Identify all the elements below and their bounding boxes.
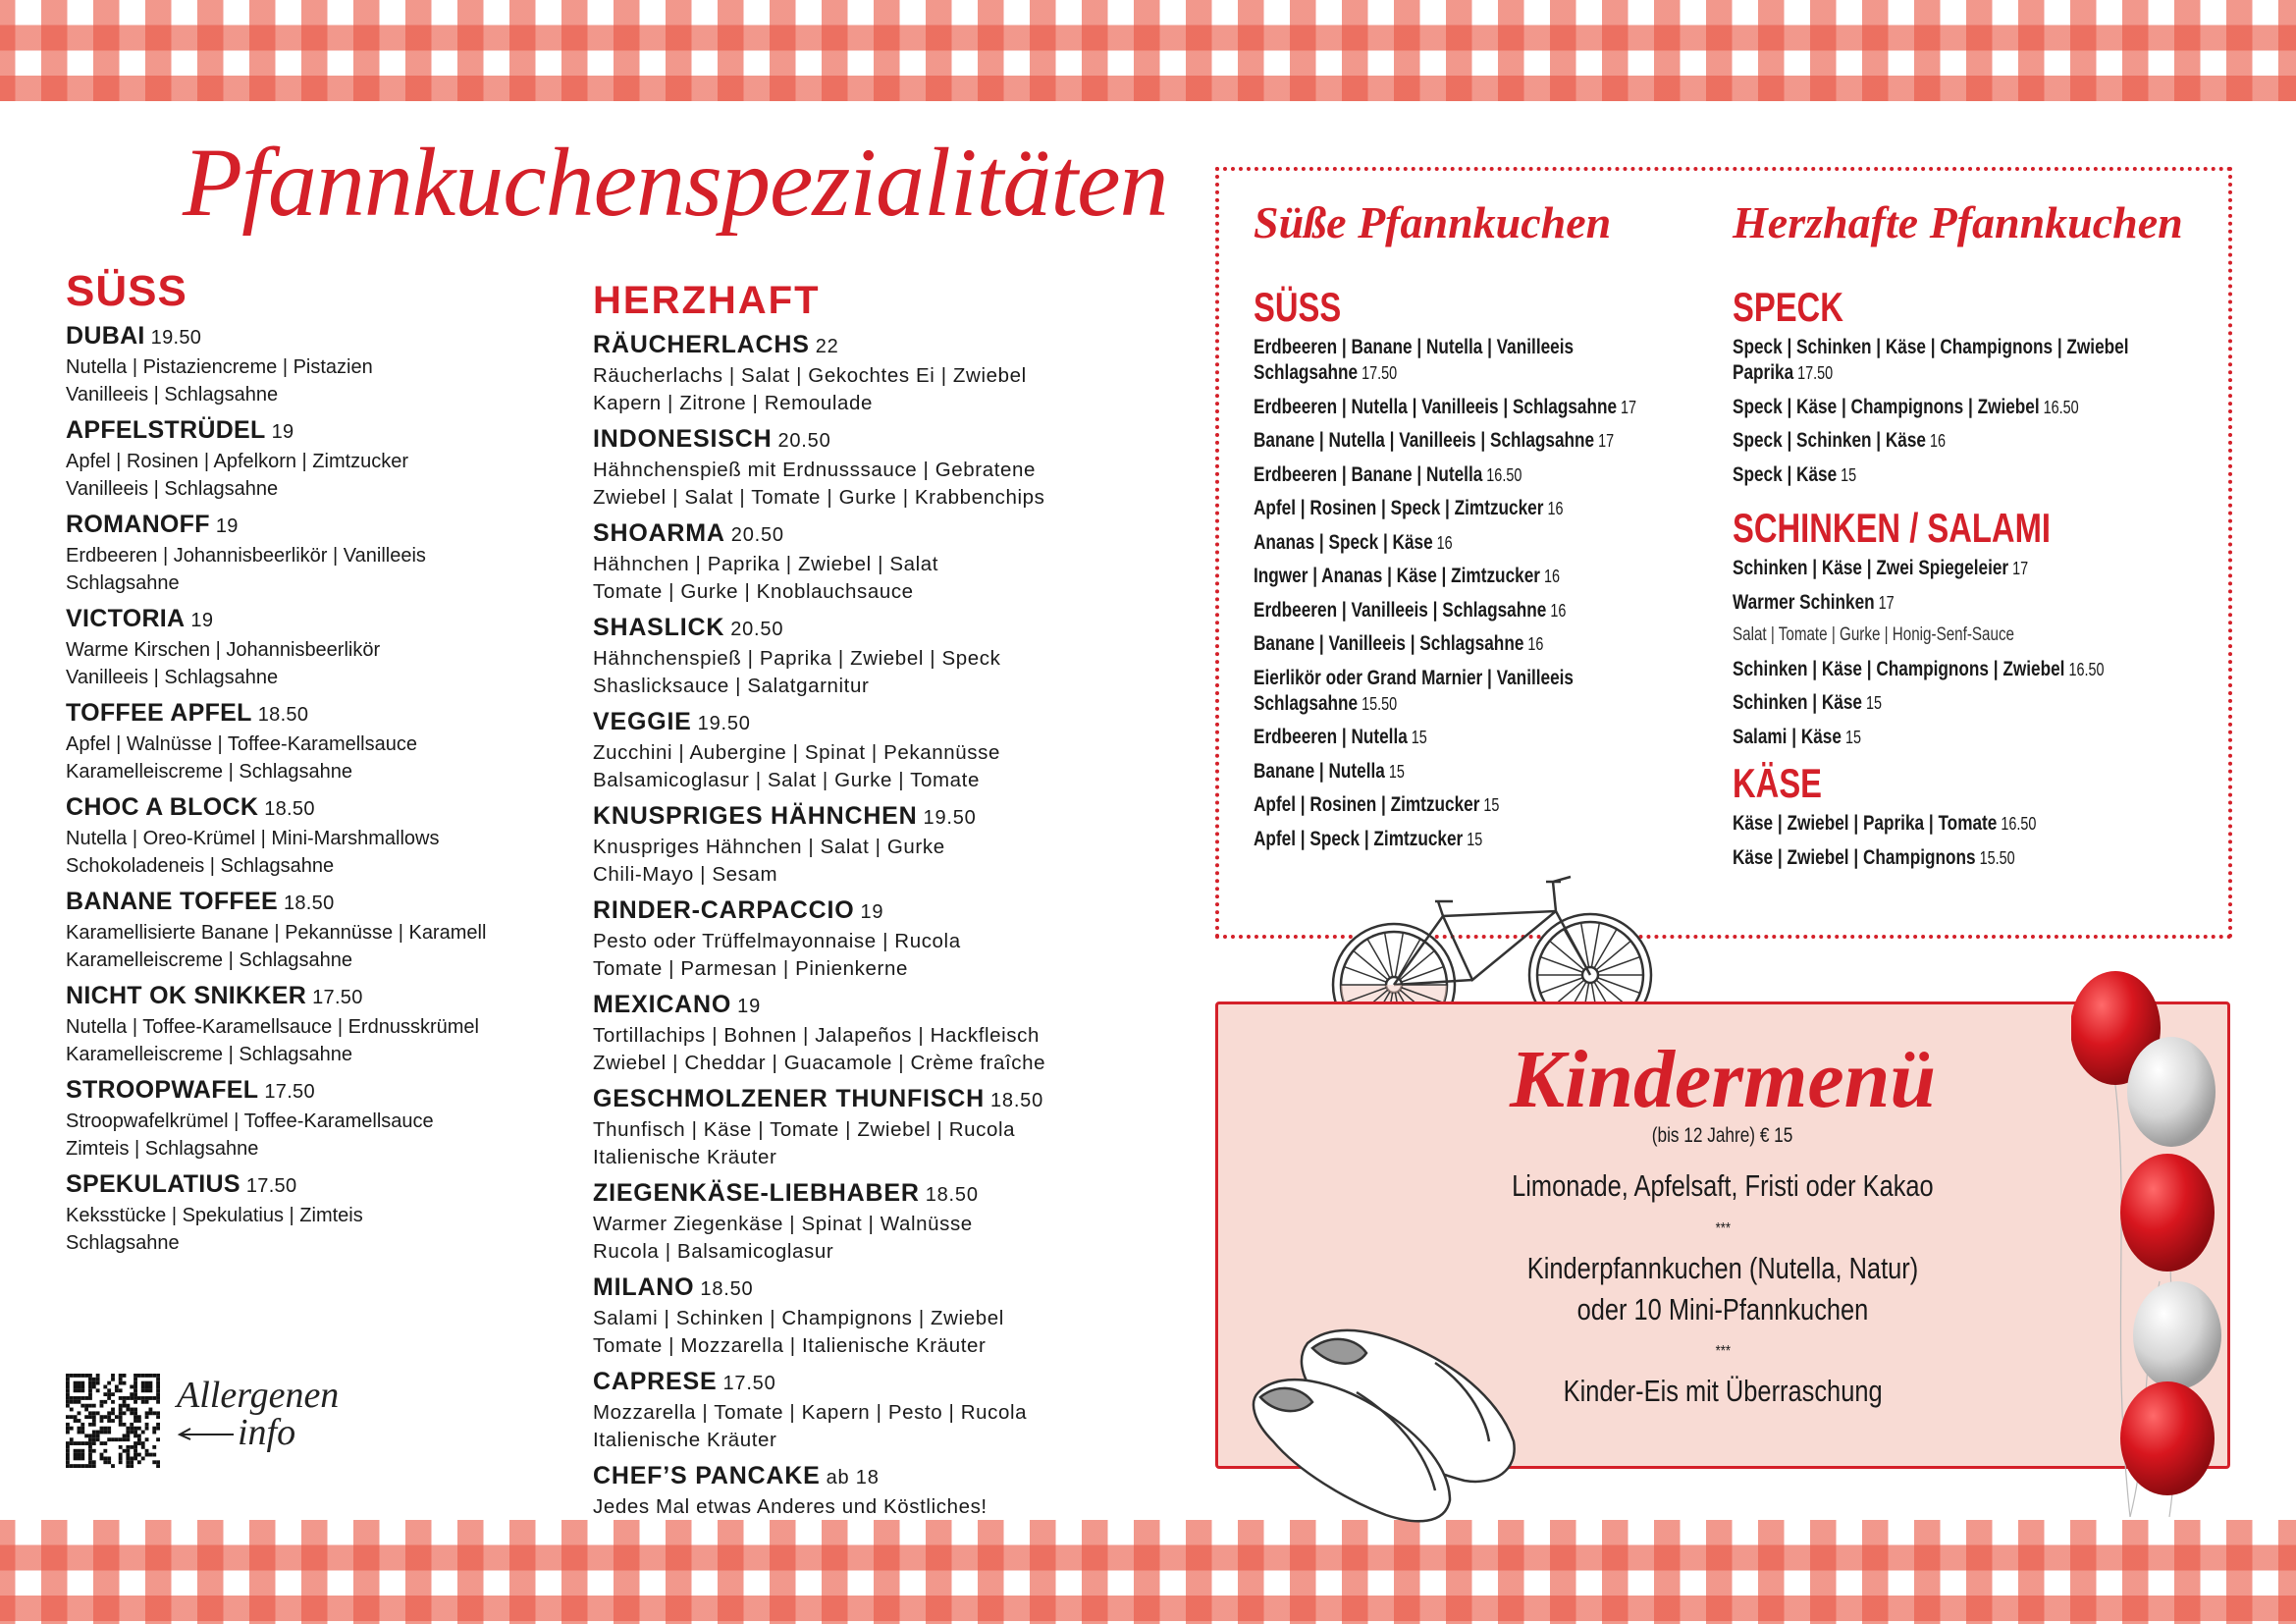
menu-item-ingredients: Pesto oder Trüffelmayonnaise | Rucola [593,930,961,952]
menu-item [593,894,1045,983]
menu-item-title-row [66,1074,486,1108]
wooden-clogs-illustration [1239,1324,1523,1525]
pancake-ingredients: Warmer Schinken [1733,589,1875,614]
pancake-ingredients: Salat | Tomate | Gurke | Honig-Senf-Sauce [1733,624,2014,645]
menu-item-ingredients: Balsamicoglasur | Salat | Gurke | Tomate [593,769,980,791]
menu-item [593,329,1045,417]
pancake-item-line [1254,724,1636,750]
pancake-ingredients: Banane | Nutella [1254,758,1385,783]
pancake-item-line [1254,665,1636,690]
menu-item [593,800,1045,889]
pancake-item-line [1254,427,1636,454]
menu-item [66,1074,486,1163]
pancake-price: 17 [1878,592,1895,613]
pancake-ingredients: Schlagsahne [1254,360,1359,384]
menu-item-name: RINDER-CARPACCIO [593,896,855,924]
menu-item-price: 18.50 [925,1184,979,1206]
separator: *** [1715,1220,1731,1237]
menu-item-ingredients: Räucherlachs | Salat | Gekochtes Ei | Zwiebel [593,364,1027,387]
menu-item-name: STROOPWAFEL [66,1076,259,1104]
pancake-ingredients: Banane | Nutella | Vanilleeis | Schlagsahne [1254,428,1595,452]
pancake-item [1733,656,2197,682]
pancake-item [1733,589,2197,616]
menu-item-ingredients: Zwiebel | Salat | Tomate | Gurke | Krabbenchips [593,486,1045,509]
menu-item-title-row [66,791,486,825]
pancake-price: 17 [1598,431,1615,451]
pancake-item-line [1733,461,2128,488]
menu-item-ingredients: Warmer Ziegenkäse | Spinat | Walnüsse [593,1213,973,1235]
menu-item-ingredients: Erdbeeren | Johannisbeerlikör | Vanilleeis [66,545,426,567]
menu-item-name: NICHT OK SNIKKER [66,982,307,1009]
pancake-price: 16 [1543,567,1560,586]
pancake-item-line [1733,589,2104,616]
pancake-item [1254,394,1733,420]
pancake-item-line [1254,495,1636,521]
menu-item-name: INDONESISCH [593,425,773,453]
menu-item [593,517,1045,606]
menu-item-ingredients: Italienische Kräuter [593,1429,777,1451]
pancake-ingredients: Speck | Käse [1733,461,1838,486]
pancake-item-line [1733,359,2128,386]
menu-item-title-row [593,1177,1045,1211]
pancake-price: 15 [1483,795,1500,815]
pancake-item [1733,623,2197,648]
menu-item-ingredients: Nutella | Toffee-Karamellsauce | Erdnusskrümel [66,1016,479,1038]
menu-item-name: VICTORIA [66,605,186,632]
menu-item-price: 19 [271,421,294,443]
allergen-info-label[interactable] [177,1377,339,1451]
menu-item-name: TOFFEE APFEL [66,699,252,727]
menu-item-ingredients: Zucchini | Aubergine | Spinat | Pekannüsse [593,741,1000,764]
menu-item-price: 18.50 [264,798,315,820]
menu-item-title-row [593,706,1045,739]
pancake-item-line [1254,758,1636,785]
menu-item-name: ROMANOFF [66,511,210,538]
pancake-item-line [1733,810,2036,837]
sweet-menu-list [66,320,486,1263]
menu-item-title-row [593,1083,1045,1116]
savory-section-list [1733,334,2227,495]
menu-item-ingredients: Vanilleeis | Schlagsahne [66,667,279,688]
menu-item-price: 20.50 [777,430,831,452]
pancake-item [1254,529,1733,556]
menu-item-ingredients: Hähnchen | Paprika | Zwiebel | Salat [593,553,939,575]
menu-item-ingredients: Keksstücke | Spekulatius | Zimteis [66,1205,363,1226]
menu-item-ingredients: Shaslicksauce | Salatgarnitur [593,675,870,697]
pancake-price: 15 [1844,727,1861,747]
pancake-ingredients: Schinken | Käse | Zwei Spiegeleier [1733,556,2009,579]
menu-item-title-row [593,1366,1045,1399]
menu-item-ingredients: Schlagsahne [66,1232,180,1254]
pancake-item [1733,334,2227,386]
pancake-item [1733,810,2112,837]
pancake-item-line [1733,689,2104,716]
menu-item-price: 17.50 [264,1081,315,1103]
pancake-ingredients: Speck | Schinken | Käse [1733,428,1927,452]
menu-item-ingredients: Zimteis | Schlagsahne [66,1138,259,1160]
menu-item-ingredients: Schlagsahne [66,572,180,594]
menu-item-title-row [66,697,486,731]
menu-item [66,1168,486,1257]
menu-item [66,414,486,503]
pancake-price: 16 [1550,600,1567,621]
pancake-price: 16.50 [2043,397,2079,417]
arrow-left-icon [177,1428,236,1441]
menu-item-name: APFELSTRÜDEL [66,416,266,444]
menu-item-title-row [593,989,1045,1022]
pancake-ingredients: Apfel | Rosinen | Zimtzucker [1254,792,1480,816]
menu-item-ingredients: Salami | Schinken | Champignons | Zwiebel [593,1307,1004,1329]
menu-item-title-row [593,423,1045,457]
box-heading-suess: SÜSS [1254,284,1342,330]
allergen-line2: info [238,1412,296,1453]
menu-item [66,320,486,408]
menu-item-ingredients: Thunfisch | Käse | Tomate | Zwiebel | Rucola [593,1118,1016,1141]
pancake-price: 16.50 [1486,464,1522,485]
kids-drink: Limonade, Apfelsaft, Fristi oder Kakao [1512,1168,1934,1203]
pancake-ingredients: Eierlikör oder Grand Marnier | Vanilleeis [1254,665,1575,689]
pancake-item [1254,597,1733,623]
menu-item-name: MEXICANO [593,991,732,1018]
menu-item-title-row [593,894,1045,928]
pancake-item-line [1254,826,1636,852]
pancake-item [1733,844,2112,871]
menu-item-ingredients: Apfel | Rosinen | Apfelkorn | Zimtzucker [66,451,409,472]
pancake-price: 15 [1388,761,1405,782]
pancake-item [1254,758,1733,785]
pancake-item-line [1254,529,1636,556]
menu-item [593,706,1045,794]
pancake-ingredients: Ingwer | Ananas | Käse | Zimtzucker [1254,564,1540,587]
menu-item-ingredients: Apfel | Walnüsse | Toffee-Karamellsauce [66,733,417,755]
gingham-border-top [0,0,2296,101]
pancake-item [1733,394,2227,420]
pancake-item-line [1733,844,2036,871]
menu-item-ingredients: Tomate | Parmesan | Pinienkerne [593,957,908,980]
page-title: Pfannkuchenspezialitäten [183,128,1168,237]
pancake-price: 15.50 [1979,847,2015,868]
menu-item [66,980,486,1068]
pancake-item [1733,555,2197,581]
menu-item-name: CAPRESE [593,1368,718,1395]
menu-item-ingredients: Stroopwafelkrümel | Toffee-Karamellsauce [66,1110,434,1132]
menu-item [66,791,486,880]
pancake-item-line [1254,597,1636,623]
pancake-ingredients: Schlagsahne [1254,690,1359,715]
menu-item-price: 19.50 [923,807,977,829]
menu-item-price: 19 [190,610,214,631]
pancake-item [1733,689,2197,716]
menu-item-name: BANANE TOFFEE [66,888,278,915]
pancake-item-line [1733,394,2128,420]
pancake-ingredients: Paprika [1733,360,1794,384]
pancake-item [1254,495,1733,521]
separator: *** [1715,1343,1731,1360]
menu-item-ingredients: Karamelleiscreme | Schlagsahne [66,761,353,783]
menu-item [593,1366,1045,1454]
pancake-ingredients: Erdbeeren | Banane | Nutella [1254,461,1483,486]
pancake-item [1733,461,2227,488]
menu-item-price: 18.50 [283,893,335,914]
menu-item-price: 20.50 [730,619,784,640]
pancake-price: 16 [1930,431,1947,451]
menu-item-price: 18.50 [989,1090,1044,1111]
pancake-ingredients: Käse | Zwiebel | Champignons [1733,844,1976,869]
menu-item-title-row [593,800,1045,834]
menu-item [593,423,1045,512]
menu-item-ingredients: Schokoladeneis | Schlagsahne [66,855,335,877]
pancake-item [1254,461,1733,488]
menu-item-title-row [593,1460,1045,1493]
box-heading: SCHINKEN / SALAMI [1733,505,2051,551]
pancake-item-line [1254,334,1636,359]
menu-item-name: RÄUCHERLACHS [593,331,810,358]
menu-item-price: 19.50 [150,327,202,349]
pancake-item [1254,427,1733,454]
qr-code-icon[interactable] [66,1374,160,1468]
pancake-ingredients: Salami | Käse [1733,724,1842,748]
menu-item [593,1177,1045,1266]
menu-item-name: SHOARMA [593,519,725,547]
menu-item [593,1460,1045,1521]
pancake-item-line [1254,563,1636,589]
pancake-ingredients: Erdbeeren | Banane | Nutella | Vanilleeis [1254,335,1575,358]
menu-item-title-row [593,1272,1045,1305]
menu-item-ingredients: Hähnchenspieß mit Erdnusssauce | Gebratene [593,459,1037,481]
section-heading-suess: SÜSS [66,267,187,315]
pancake-price: 15 [1865,693,1882,713]
menu-item-price: 17.50 [245,1175,297,1197]
menu-item-price: 20.50 [730,524,784,546]
menu-item-name: SHASLICK [593,614,725,641]
pancake-ingredients: Speck | Schinken | Käse | Champignons | Zwiebel [1733,335,2129,358]
menu-item-name: VEGGIE [593,708,692,735]
pancake-price: 16.50 [2068,659,2105,679]
menu-item-price: 19 [860,901,884,923]
menu-item-price: 19 [737,996,761,1017]
menu-item-ingredients: Kapern | Zitrone | Remoulade [593,392,873,414]
pancake-ingredients: Käse | Zwiebel | Paprika | Tomate [1733,811,1998,835]
sweet-pancake-list [1254,334,1733,859]
kids-menu-title: Kindermenü [1509,1034,1937,1125]
pancake-item-line [1733,724,2104,750]
menu-item-ingredients: Karamellisierte Banane | Pekannüsse | Karamell [66,922,487,944]
pancake-ingredients: Ananas | Speck | Käse [1254,529,1433,554]
menu-item-name: GESCHMOLZENER THUNFISCH [593,1085,985,1112]
menu-item-title-row [66,980,486,1013]
menu-item-ingredients: Warme Kirschen | Johannisbeerlikör [66,639,381,661]
menu-item-name: KNUSPRIGES HÄHNCHEN [593,802,918,830]
pancake-price: 17 [2012,559,2029,578]
menu-item [66,697,486,785]
menu-item [593,1083,1045,1171]
pancake-item-line [1254,359,1636,386]
menu-item-ingredients: Tomate | Gurke | Knoblauchsauce [593,580,914,603]
menu-item-ingredients: Tomate | Mozzarella | Italienische Kräuter [593,1334,987,1357]
menu-item-title-row [66,886,486,919]
pancake-item [1254,826,1733,852]
menu-item-ingredients: Tortillachips | Bohnen | Jalapeños | Hackfleisch [593,1024,1040,1047]
pancake-price: 16 [1547,499,1564,518]
menu-item-price: 19 [215,515,239,537]
pancake-item [1254,630,1733,657]
pancake-ingredients: Apfel | Speck | Zimtzucker [1254,826,1464,850]
pancake-ingredients: Erdbeeren | Nutella | Vanilleeis | Schlagsahne [1254,394,1618,418]
pancake-ingredients: Speck | Käse | Champignons | Zwiebel [1733,394,2040,418]
menu-item-title-row [593,329,1045,362]
sweet-pancakes-title: Süße Pfannkuchen [1254,197,1612,247]
menu-item-title-row [593,612,1045,645]
pancake-item-line [1254,630,1636,657]
pancake-item [1733,427,2227,454]
menu-item-ingredients: Nutella | Oreo-Krümel | Mini-Marshmallows [66,828,440,849]
menu-item-name: CHOC A BLOCK [66,793,259,821]
menu-item-ingredients: Karamelleiscreme | Schlagsahne [66,949,353,971]
menu-item-price: 18.50 [700,1278,754,1300]
pancake-item-line [1733,555,2104,581]
menu-item-ingredients: Vanilleeis | Schlagsahne [66,478,279,500]
menu-item-name: SPEKULATIUS [66,1170,240,1198]
pancake-item [1254,724,1733,750]
menu-item-ingredients: Knuspriges Hähnchen | Salat | Gurke [593,836,945,858]
kids-menu-subtitle: (bis 12 Jahre) € 15 [1652,1124,1793,1147]
menu-item-ingredients: Nutella | Pistaziencreme | Pistazien [66,356,373,378]
menu-item [66,886,486,974]
pancake-ingredients: Apfel | Rosinen | Speck | Zimtzucker [1254,496,1544,519]
menu-item-ingredients: Hähnchenspieß | Paprika | Zwiebel | Speck [593,647,1001,670]
pancake-price: 17.50 [1797,363,1834,383]
menu-item-title-row [66,603,486,636]
menu-item [593,989,1045,1077]
menu-item [66,509,486,597]
pancake-price: 15 [1467,829,1483,849]
menu-item-name: CHEF’S PANCAKE [593,1462,821,1489]
section-heading-herzhaft: HERZHAFT [593,279,821,322]
pancake-ingredients: Banane | Vanilleeis | Schlagsahne [1254,631,1524,655]
menu-item-title-row [66,1168,486,1202]
menu-item-price: 17.50 [312,987,363,1008]
menu-item-title-row [66,509,486,542]
box-heading: KÄSE [1733,760,1823,806]
menu-item-ingredients: Zwiebel | Cheddar | Guacamole | Crème fraîche [593,1052,1046,1074]
savory-section-list [1733,810,2112,878]
pancake-item-line [1733,623,2104,648]
pancake-item [1254,563,1733,589]
pancake-item [1254,791,1733,818]
menu-item-price: 22 [815,336,839,357]
menu-item-price: 17.50 [722,1373,776,1394]
pancake-price: 15 [1841,464,1857,485]
pancake-item-line [1254,394,1636,420]
kids-main-2: oder 10 Mini-Pfannkuchen [1576,1292,1869,1326]
menu-item-ingredients: Jedes Mal etwas Anderes und Köstliches! [593,1495,988,1518]
pancake-item-line [1254,690,1636,717]
gingham-border-bottom [0,1520,2296,1624]
pancake-item-line [1733,427,2128,454]
savory-menu-list [593,329,1045,1527]
menu-item-title-row [66,414,486,448]
box-heading: SPECK [1733,284,1843,330]
menu-item-title-row [593,517,1045,551]
menu-item-ingredients: Mozzarella | Tomate | Kapern | Pesto | Rucola [593,1401,1028,1424]
savory-pancakes-title: Herzhafte Pfannkuchen [1733,197,2183,247]
pancake-item [1254,665,1733,717]
menu-item-ingredients: Chili-Mayo | Sesam [593,863,778,886]
menu-item-price: 18.50 [257,704,309,726]
pancake-ingredients: Schinken | Käse [1733,690,1862,714]
menu-item-name: MILANO [593,1273,695,1301]
pancake-item-line [1733,656,2104,682]
menu-item [593,1272,1045,1360]
pancake-item-line [1254,461,1636,488]
allergen-line1: Allergenen [177,1375,340,1416]
menu-item-title-row [66,320,486,353]
pancake-price: 15 [1411,728,1427,747]
allergen-line2-row [177,1414,339,1451]
pancake-ingredients: Schinken | Käse | Champignons | Zwiebel [1733,656,2065,680]
pancake-item-line [1254,791,1636,818]
pancake-ingredients: Erdbeeren | Vanilleeis | Schlagsahne [1254,597,1547,622]
menu-item-ingredients: Rucola | Balsamicoglasur [593,1240,834,1263]
menu-item [593,612,1045,700]
kids-dessert: Kinder-Eis mit Überraschung [1563,1374,1883,1408]
menu-item-ingredients: Italienische Kräuter [593,1146,777,1168]
pancake-price: 16.50 [2001,814,2037,834]
pancake-price: 15.50 [1362,693,1398,714]
pancake-item-line [1733,334,2128,359]
pancake-price: 17.50 [1362,363,1398,383]
savory-section-list [1733,555,2197,757]
pancake-price: 16 [1436,532,1453,553]
pancake-item [1254,334,1733,386]
menu-item-name: DUBAI [66,322,145,350]
kids-main-1: Kinderpfannkuchen (Nutella, Natur) [1526,1251,1919,1285]
menu-item [66,603,486,691]
menu-item-ingredients: Karamelleiscreme | Schlagsahne [66,1044,353,1065]
balloons-illustration [2071,967,2268,1517]
menu-item-name: ZIEGENKÄSE-LIEBHABER [593,1179,920,1207]
menu-item-ingredients: Vanilleeis | Schlagsahne [66,384,279,406]
pancake-ingredients: Erdbeeren | Nutella [1254,725,1408,748]
pancake-price: 16 [1527,634,1544,654]
menu-item-price: 19.50 [697,713,751,734]
pancake-item [1733,724,2197,750]
pancake-price: 17 [1621,397,1637,417]
menu-item-price: ab 18 [826,1467,880,1489]
